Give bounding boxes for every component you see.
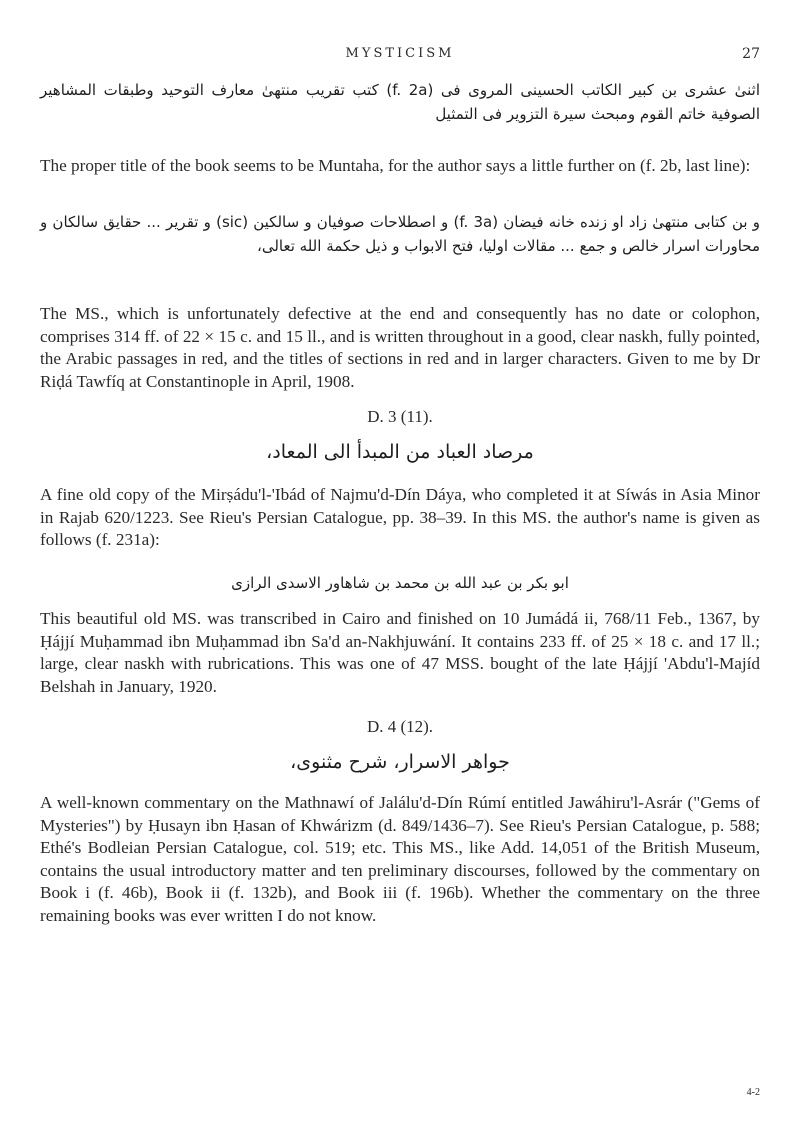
running-head: MYSTICISM xyxy=(345,46,455,61)
page-number: 27 xyxy=(742,46,760,62)
english-paragraph-3: A fine old copy of the Mirṣádu'l-'Ibád of Najmu'd-Dín Dáya, who completed it at Síwás in Asia Minor in Rajab 620/1223. See Rieu's Persian Catalogue, pp. 38–39. In this MS. the author's name is given as follows (f. 231a): xyxy=(40,485,760,549)
signature-mark: 4-2 xyxy=(746,1087,760,1098)
section-heading-1-block xyxy=(40,407,760,427)
arabic-passage-1-block xyxy=(40,78,760,126)
english-paragraph-4: This beautiful old MS. was transcribed in Cairo and finished on 10 Jumádá ii, 768/11 Feb., 1367, by Ḥájjí Muḥammad ibn Muḥammad ibn Sa'd an-Nakhjuwání. It contains 233 ff. of 25 × 18 c. and 17 ll.; large, clear naskh with rubrications. This was one of 47 MSS. bought of the late Ḥájjí 'Abdu'l-Majíd Belshah in January, 1920. xyxy=(40,609,760,696)
arabic-title-1: مرصاد العباد من المبدأ الى المعاد، xyxy=(266,441,534,463)
arabic-passage-2: و بن کتابی منتهیٰ زاد او زنده خانه فیضان (f. 3a) و اصطلاحات صوفیان و سالکین (sic) و تقریر ... حقایق سالکان و محاورات اسرار خالص و جمع ... مقالات اولیا، فتح الابواب و ذیل حکمة الله تعالی، xyxy=(40,213,761,255)
english-paragraph-2: The MS., which is unfortunately defective at the end and consequently has no date or colophon, comprises 314 ff. of 22 × 15 c. and 15 ll., and is written throughout in a good, clear naskh, fully pointed, the Arabic passages in red, and the titles of sections in red and in larger characters. Given to me by Dr Riḍá Tawfíq at Constantinople in April, 1908. xyxy=(40,304,760,391)
english-paragraph-5-block xyxy=(40,792,760,927)
section-heading-2-block xyxy=(40,717,760,737)
english-paragraph-2-block xyxy=(40,303,760,393)
english-paragraph-4-block xyxy=(40,608,760,698)
arabic-passage-2-block xyxy=(40,210,760,258)
english-paragraph-3-block xyxy=(40,484,760,552)
english-paragraph-5: A well-known commentary on the Mathnawí of Jalálu'd-Dín Rúmí entitled Jawáhiru'l-Asrár ("Gems of Mysteries") by Ḥusayn ibn Ḥasan of Khwárizm (d. 849/1436–7). See Rieu's Persian Catalogue, p. 588; Ethé's Bodleian Persian Catalogue, col. 519; etc. This MS., like Add. 14,051 of the British Museum, contains the usual introductory matter and ten preliminary discourses, followed by the commentary on Book i (f. 46b), Book ii (f. 132b), and Book iii (f. 196b). Whether the commentary on the three remaining books was ever written I do not know. xyxy=(40,793,760,925)
page-header xyxy=(40,46,760,68)
arabic-passage-1: اثنیٰ عشری بن کبیر الکاتب الحسینی المروی فی (f. 2a) کتب تقریب منتهیٰ معارف التوحید وطبقات المشاهیر الصوفیة خاتم القوم ومبحث سيرة التزوير فی التمثيل xyxy=(40,81,760,123)
section-heading-2: D. 4 (12). xyxy=(366,717,434,736)
arabic-passage-3: ابو بکر بن عبد الله بن محمد بن شاهاور الاسدی الرازی xyxy=(231,574,569,592)
section-heading-1: D. 3 (11). xyxy=(367,407,433,426)
arabic-title-2: جواهر الاسرار، شرح مثنوی، xyxy=(290,751,510,773)
english-paragraph-1: The proper title of the book seems to be Muntaha, for the author says a little further on (f. 2b, last line): xyxy=(40,156,751,175)
arabic-title-1-block xyxy=(40,440,760,464)
arabic-passage-3-block xyxy=(40,571,760,595)
english-paragraph-1-block xyxy=(40,155,760,178)
arabic-title-2-block xyxy=(40,750,760,774)
